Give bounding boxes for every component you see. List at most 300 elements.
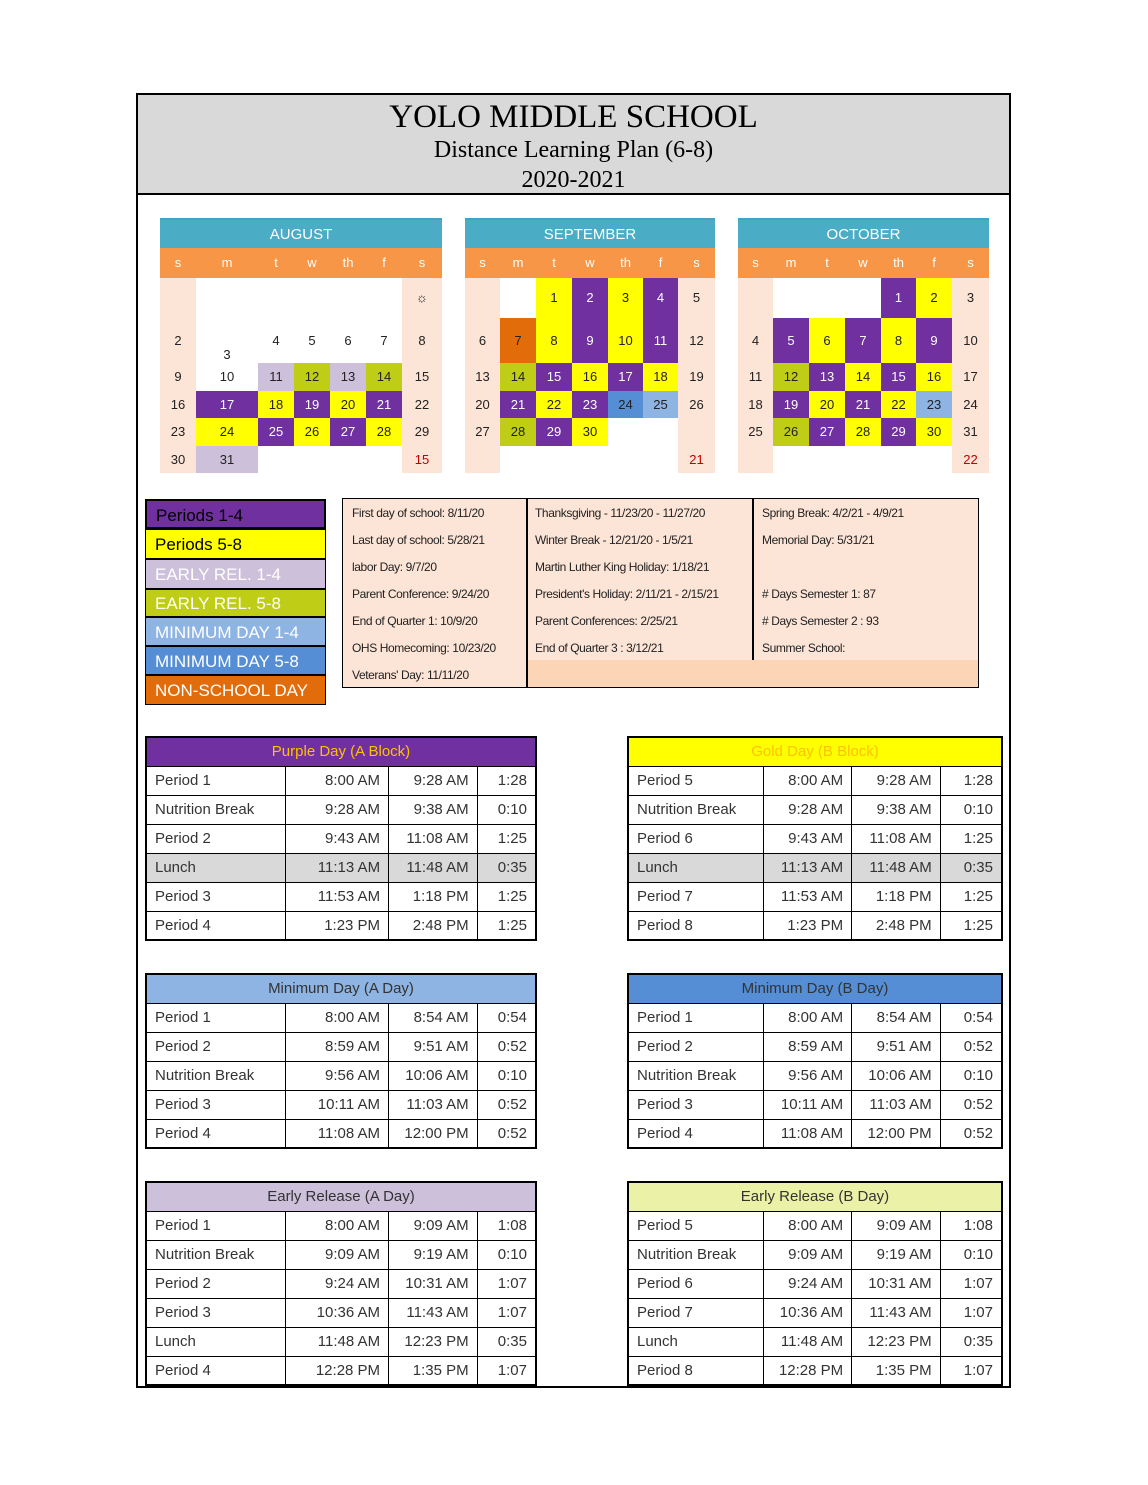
day-cell: 2 xyxy=(160,318,196,363)
end-time: 2:48 PM xyxy=(852,911,941,940)
day-cell: 11 xyxy=(258,363,294,391)
day-cell: 20 xyxy=(809,391,845,418)
duration: 0:54 xyxy=(940,1003,1002,1032)
start-time: 1:23 PM xyxy=(285,911,388,940)
day-cell xyxy=(881,446,916,473)
day-cell: 20 xyxy=(465,391,500,418)
date-entry: Last day of school: 5/28/21 xyxy=(352,533,485,547)
day-cell xyxy=(366,446,402,473)
schedule-early-release-b-day xyxy=(627,1181,1003,1386)
day-cell: 15 xyxy=(536,363,572,391)
day-cell: 18 xyxy=(738,391,773,418)
schedule-row xyxy=(146,1356,536,1385)
schedule-row xyxy=(628,882,1002,911)
day-cell: 7 xyxy=(366,318,402,363)
day-cell: 28 xyxy=(845,418,881,446)
day-cell: 21 xyxy=(845,391,881,418)
schedule-row xyxy=(628,795,1002,824)
day-cell: 16 xyxy=(916,363,952,391)
day-cell: 5 xyxy=(678,278,715,318)
legend-item-min58: MINIMUM DAY 5-8 xyxy=(145,646,326,675)
date-entry: Memorial Day: 5/31/21 xyxy=(762,533,875,547)
day-cell: 2 xyxy=(916,278,952,318)
day-cell xyxy=(643,446,678,473)
day-cell: 21 xyxy=(366,391,402,418)
period-name: Period 2 xyxy=(146,1269,285,1298)
day-cell: 31 xyxy=(952,418,989,446)
duration: 1:07 xyxy=(477,1298,536,1327)
month-grid xyxy=(738,278,989,473)
period-name: Nutrition Break xyxy=(146,795,285,824)
day-cell: 13 xyxy=(465,363,500,391)
end-time: 9:19 AM xyxy=(852,1240,941,1269)
day-cell xyxy=(643,418,678,446)
day-cell: 26 xyxy=(773,418,809,446)
day-cell xyxy=(809,278,845,318)
schedule-row xyxy=(628,766,1002,795)
weekday-header xyxy=(465,248,715,278)
weekday-label: w xyxy=(858,255,868,270)
end-time: 12:23 PM xyxy=(389,1327,478,1356)
day-cell: 16 xyxy=(160,391,196,418)
duration: 0:52 xyxy=(477,1090,536,1119)
start-time: 12:28 PM xyxy=(285,1356,388,1385)
duration: 0:10 xyxy=(477,1240,536,1269)
schedule-title: Early Release (B Day) xyxy=(628,1182,1002,1211)
schedule-row xyxy=(146,1032,536,1061)
dates-footer-band xyxy=(528,660,978,687)
date-entry: Veterans' Day: 11/11/20 xyxy=(352,668,469,682)
end-time: 10:06 AM xyxy=(389,1061,478,1090)
date-entry: labor Day: 9/7/20 xyxy=(352,560,437,574)
end-time: 10:06 AM xyxy=(852,1061,941,1090)
period-name: Period 7 xyxy=(628,1298,763,1327)
day-cell: 25 xyxy=(738,418,773,446)
day-cell xyxy=(465,446,500,473)
day-cell: 2 xyxy=(572,278,608,318)
day-cell xyxy=(916,446,952,473)
weekday-label: t xyxy=(552,255,556,270)
date-entry: # Days Semester 2 : 93 xyxy=(762,614,879,628)
schedule-title: Gold Day (B Block) xyxy=(628,737,1002,766)
duration: 0:10 xyxy=(940,795,1002,824)
weekday-label: m xyxy=(221,255,233,270)
day-cell: 13 xyxy=(330,363,366,391)
weekday-label: s xyxy=(418,255,426,270)
day-cell: 3 xyxy=(608,278,643,318)
day-cell: 29 xyxy=(402,418,442,446)
day-cell: 8 xyxy=(402,318,442,363)
end-time: 8:54 AM xyxy=(389,1003,478,1032)
period-name: Period 5 xyxy=(628,766,763,795)
day-cell: 30 xyxy=(572,418,608,446)
day-cell: 28 xyxy=(366,418,402,446)
period-name: Lunch xyxy=(628,853,763,882)
weekday-label: t xyxy=(825,255,829,270)
duration: 1:07 xyxy=(940,1298,1002,1327)
schedule-early-release-a-day xyxy=(145,1181,537,1386)
day-cell: 18 xyxy=(258,391,294,418)
weekday-header xyxy=(738,248,989,278)
start-time: 11:48 AM xyxy=(285,1327,388,1356)
day-cell xyxy=(678,418,715,446)
schedule-row xyxy=(628,911,1002,940)
dates-column-1 xyxy=(352,499,496,682)
date-entry: Parent Conference: 9/24/20 xyxy=(352,587,490,601)
end-time: 1:18 PM xyxy=(852,882,941,911)
duration: 0:54 xyxy=(477,1003,536,1032)
day-cell: 29 xyxy=(881,418,916,446)
day-cell: 21 xyxy=(500,391,536,418)
day-cell: 24 xyxy=(608,391,643,418)
day-cell: 22 xyxy=(881,391,916,418)
end-time: 9:28 AM xyxy=(389,766,478,795)
schedule-row xyxy=(146,795,536,824)
month-calendar-august xyxy=(160,218,442,473)
schedule-row xyxy=(628,1298,1002,1327)
start-time: 9:24 AM xyxy=(285,1269,388,1298)
day-cell: 27 xyxy=(465,418,500,446)
day-cell: 16 xyxy=(572,363,608,391)
day-cell: 15 xyxy=(402,446,442,473)
end-time: 1:35 PM xyxy=(389,1356,478,1385)
day-cell: 8 xyxy=(536,318,572,363)
schedule-row xyxy=(628,1356,1002,1385)
period-name: Lunch xyxy=(628,1327,763,1356)
period-name: Period 3 xyxy=(146,882,285,911)
start-time: 11:08 AM xyxy=(763,1119,852,1148)
day-cell xyxy=(500,446,536,473)
period-name: Period 4 xyxy=(628,1119,763,1148)
day-cell xyxy=(258,278,294,318)
day-cell: 7 xyxy=(845,318,881,363)
month-calendar-october xyxy=(738,218,989,473)
day-cell: 15 xyxy=(881,363,916,391)
day-cell: 30 xyxy=(916,418,952,446)
day-cell: 26 xyxy=(678,391,715,418)
day-cell: 24 xyxy=(952,391,989,418)
day-cell: 27 xyxy=(330,418,366,446)
day-cell: 6 xyxy=(465,318,500,363)
day-cell xyxy=(845,446,881,473)
end-time: 11:03 AM xyxy=(852,1090,941,1119)
schedule-row xyxy=(146,1119,536,1148)
plan-subtitle: Distance Learning Plan (6-8) xyxy=(433,137,714,163)
day-cell xyxy=(738,446,773,473)
period-name: Nutrition Break xyxy=(628,1061,763,1090)
day-cell xyxy=(773,446,809,473)
day-cell xyxy=(809,446,845,473)
start-time: 11:13 AM xyxy=(285,853,388,882)
day-cell xyxy=(465,278,500,318)
duration: 0:52 xyxy=(940,1032,1002,1061)
start-time: 8:59 AM xyxy=(763,1032,852,1061)
day-cell: 23 xyxy=(916,391,952,418)
start-time: 11:53 AM xyxy=(285,882,388,911)
schedule-row xyxy=(628,1032,1002,1061)
duration: 1:25 xyxy=(477,911,536,940)
date-entry: End of Quarter 3 : 3/12/21 xyxy=(535,641,664,655)
weekday-label: t xyxy=(274,255,278,270)
day-cell: 19 xyxy=(773,391,809,418)
schedule-minimum-day-a-day xyxy=(145,973,537,1149)
day-cell xyxy=(160,278,196,318)
day-cell: 12 xyxy=(294,363,330,391)
period-name: Period 4 xyxy=(146,1356,285,1385)
duration: 1:25 xyxy=(940,911,1002,940)
duration: 0:52 xyxy=(940,1090,1002,1119)
day-cell: 12 xyxy=(678,318,715,363)
month-name: OCTOBER xyxy=(738,218,989,248)
schedule-row xyxy=(146,853,536,882)
start-time: 11:13 AM xyxy=(763,853,852,882)
day-cell: 18 xyxy=(643,363,678,391)
school-year: 2020-2021 xyxy=(521,167,626,193)
schedule-row xyxy=(628,1090,1002,1119)
duration: 1:28 xyxy=(940,766,1002,795)
duration: 1:07 xyxy=(477,1269,536,1298)
period-name: Period 3 xyxy=(628,1090,763,1119)
day-cell: 19 xyxy=(294,391,330,418)
day-cell: 25 xyxy=(258,418,294,446)
day-cell: 9 xyxy=(572,318,608,363)
end-time: 8:54 AM xyxy=(852,1003,941,1032)
duration: 1:08 xyxy=(940,1211,1002,1240)
start-time: 9:24 AM xyxy=(763,1269,852,1298)
period-name: Nutrition Break xyxy=(146,1061,285,1090)
legend-item-er58: EARLY REL. 5-8 xyxy=(145,589,326,617)
period-name: Period 2 xyxy=(146,1032,285,1061)
weekday-label: f xyxy=(658,255,663,270)
end-time: 1:18 PM xyxy=(389,882,478,911)
schedule-row xyxy=(146,1298,536,1327)
period-name: Period 8 xyxy=(628,1356,763,1385)
end-time: 9:09 AM xyxy=(852,1211,941,1240)
column-divider xyxy=(526,499,528,687)
weekday-label: s xyxy=(479,255,486,270)
start-time: 8:00 AM xyxy=(285,1211,388,1240)
date-entry: # Days Semester 1: 87 xyxy=(762,587,876,601)
month-grid xyxy=(160,278,442,473)
day-cell: ☼ xyxy=(402,278,442,318)
start-time: 12:28 PM xyxy=(763,1356,852,1385)
day-cell xyxy=(536,446,572,473)
day-cell: 22 xyxy=(536,391,572,418)
day-cell xyxy=(330,278,366,318)
duration: 1:25 xyxy=(477,882,536,911)
schedule-minimum-day-b-day xyxy=(627,973,1003,1149)
day-cell xyxy=(845,278,881,318)
legend-item-er14: EARLY REL. 1-4 xyxy=(145,559,326,589)
day-cell: 15 xyxy=(402,363,442,391)
day-cell: 14 xyxy=(845,363,881,391)
duration: 1:28 xyxy=(477,766,536,795)
day-cell: 14 xyxy=(500,363,536,391)
day-cell: 7 xyxy=(500,318,536,363)
start-time: 8:00 AM xyxy=(763,766,852,795)
end-time: 11:08 AM xyxy=(852,824,941,853)
end-time: 12:00 PM xyxy=(389,1119,478,1148)
period-name: Period 1 xyxy=(146,766,285,795)
weekday-label: th xyxy=(342,255,354,270)
start-time: 9:28 AM xyxy=(285,795,388,824)
duration: 0:10 xyxy=(477,795,536,824)
date-entry: Winter Break - 12/21/20 - 1/5/21 xyxy=(535,533,693,547)
day-cell: 20 xyxy=(330,391,366,418)
weekday-header xyxy=(160,248,442,278)
day-cell: 26 xyxy=(294,418,330,446)
start-time: 1:23 PM xyxy=(763,911,852,940)
duration: 0:52 xyxy=(477,1119,536,1148)
day-cell: 24 xyxy=(196,418,258,446)
weekday-label: f xyxy=(382,255,386,270)
day-cell: 23 xyxy=(572,391,608,418)
schedule-row xyxy=(146,1240,536,1269)
end-time: 9:51 AM xyxy=(389,1032,478,1061)
column-divider xyxy=(752,499,754,660)
end-time: 11:03 AM xyxy=(389,1090,478,1119)
schedule-row xyxy=(146,766,536,795)
weekday-label: th xyxy=(620,255,631,270)
start-time: 9:56 AM xyxy=(763,1061,852,1090)
period-name: Period 4 xyxy=(146,1119,285,1148)
date-entry: Thanksgiving - 11/23/20 - 11/27/20 xyxy=(535,506,706,520)
start-time: 9:43 AM xyxy=(763,824,852,853)
legend-item-p58: Periods 5-8 xyxy=(145,529,326,559)
end-time: 9:51 AM xyxy=(852,1032,941,1061)
date-entry: Parent Conferences: 2/25/21 xyxy=(535,614,678,628)
day-cell: 19 xyxy=(678,363,715,391)
day-cell: 11 xyxy=(738,363,773,391)
day-cell: 9 xyxy=(916,318,952,363)
day-cell: 30 xyxy=(160,446,196,473)
month-grid xyxy=(465,278,715,473)
start-time: 9:09 AM xyxy=(763,1240,852,1269)
duration: 1:25 xyxy=(477,824,536,853)
day-cell xyxy=(608,446,643,473)
day-cell: 13 xyxy=(809,363,845,391)
schedule-title: Minimum Day (B Day) xyxy=(628,974,1002,1003)
schedule-row xyxy=(146,1090,536,1119)
start-time: 8:00 AM xyxy=(763,1211,852,1240)
schedule-row xyxy=(146,824,536,853)
duration: 1:08 xyxy=(477,1211,536,1240)
start-time: 10:36 AM xyxy=(763,1298,852,1327)
start-time: 11:08 AM xyxy=(285,1119,388,1148)
day-cell: 23 xyxy=(160,418,196,446)
month-name: SEPTEMBER xyxy=(465,218,715,248)
dates-column-2 xyxy=(535,499,719,659)
day-cell: 17 xyxy=(608,363,643,391)
period-name: Nutrition Break xyxy=(146,1240,285,1269)
weekday-label: m xyxy=(785,255,797,270)
start-time: 10:11 AM xyxy=(763,1090,852,1119)
day-cell: 1 xyxy=(881,278,916,318)
end-time: 11:48 AM xyxy=(852,853,941,882)
period-name: Period 2 xyxy=(628,1032,763,1061)
day-cell: 4 xyxy=(643,278,678,318)
day-cell: 11 xyxy=(643,318,678,363)
end-time: 10:31 AM xyxy=(852,1269,941,1298)
duration: 0:35 xyxy=(940,853,1002,882)
day-cell: 5 xyxy=(773,318,809,363)
day-cell xyxy=(294,446,330,473)
start-time: 9:09 AM xyxy=(285,1240,388,1269)
end-time: 9:09 AM xyxy=(389,1211,478,1240)
day-cell: 17 xyxy=(196,391,258,418)
period-name: Period 2 xyxy=(146,824,285,853)
day-cell: 28 xyxy=(500,418,536,446)
date-entry: OHS Homecoming: 10/23/20 xyxy=(352,641,496,655)
schedule-row xyxy=(628,1327,1002,1356)
period-name: Nutrition Break xyxy=(628,795,763,824)
schedule-row xyxy=(628,1061,1002,1090)
dates-column-3 xyxy=(762,499,904,659)
start-time: 9:28 AM xyxy=(763,795,852,824)
period-name: Period 8 xyxy=(628,911,763,940)
date-entry: Summer School: xyxy=(762,641,846,655)
period-name: Period 4 xyxy=(146,911,285,940)
day-cell: 10 xyxy=(196,363,258,391)
day-cell: 17 xyxy=(952,363,989,391)
schedule-row xyxy=(628,1269,1002,1298)
legend-item-min14: MINIMUM DAY 1-4 xyxy=(145,617,326,646)
end-time: 12:00 PM xyxy=(852,1119,941,1148)
day-cell: 10 xyxy=(608,318,643,363)
page-header xyxy=(138,95,1009,195)
date-entry: End of Quarter 1: 10/9/20 xyxy=(352,614,478,628)
end-time: 11:43 AM xyxy=(389,1298,478,1327)
day-cell: 1 xyxy=(536,278,572,318)
period-name: Nutrition Break xyxy=(628,1240,763,1269)
date-entry: President's Holiday: 2/11/21 - 2/15/21 xyxy=(535,587,719,601)
important-dates-box xyxy=(342,498,979,688)
duration: 0:35 xyxy=(477,853,536,882)
duration: 0:35 xyxy=(940,1327,1002,1356)
start-time: 8:00 AM xyxy=(285,1003,388,1032)
period-name: Period 7 xyxy=(628,882,763,911)
day-cell xyxy=(366,278,402,318)
weekday-label: s xyxy=(693,255,700,270)
end-time: 1:35 PM xyxy=(852,1356,941,1385)
day-cell xyxy=(196,278,258,318)
schedule-row xyxy=(628,853,1002,882)
schedule-row xyxy=(628,1240,1002,1269)
day-cell: 29 xyxy=(536,418,572,446)
duration: 1:25 xyxy=(940,824,1002,853)
day-cell: 25 xyxy=(643,391,678,418)
schedule-row xyxy=(628,1211,1002,1240)
day-cell: 5 xyxy=(294,318,330,363)
day-cell xyxy=(608,418,643,446)
period-name: Period 6 xyxy=(628,1269,763,1298)
period-name: Lunch xyxy=(146,853,285,882)
schedule-row xyxy=(146,1211,536,1240)
duration: 0:52 xyxy=(477,1032,536,1061)
day-cell xyxy=(773,278,809,318)
start-time: 9:56 AM xyxy=(285,1061,388,1090)
start-time: 10:11 AM xyxy=(285,1090,388,1119)
period-name: Period 3 xyxy=(146,1090,285,1119)
duration: 1:25 xyxy=(940,882,1002,911)
start-time: 11:48 AM xyxy=(763,1327,852,1356)
schedule-gold-day-b-block xyxy=(627,736,1003,941)
schedule-row xyxy=(146,1269,536,1298)
duration: 0:35 xyxy=(477,1327,536,1356)
start-time: 8:59 AM xyxy=(285,1032,388,1061)
end-time: 12:23 PM xyxy=(852,1327,941,1356)
day-cell xyxy=(258,446,294,473)
